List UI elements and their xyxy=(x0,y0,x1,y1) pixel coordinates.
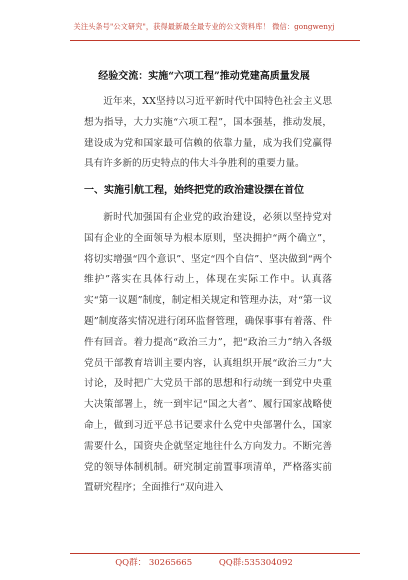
document-body xyxy=(84,92,332,499)
section-1-paragraph: 新时代加强国有企业党的政治建设，必须以坚持党对国有企业的全面领导为根本原则，坚决拥护“两个确立”，将切实增强“四个意识”、坚定“四个自信”、坚决做到“两个维护”落实在具体行动上，体现在实际工作中。认真落实“第一议题”制度，制定相关规定和管理办法，对“第一议题”制度落实情况进行闭环监督管理，确保事事有着落、件件有回音。着力提高“政治三力”，把“政治三力”纳入各级党员干部教育培训主要内容，认真组织开展“政治三力”大讨论，及时把广大党员干部的思想和行动统一到党中央重大决策部署上，统一到牢记“国之大者”、履行国家战略使命上，做到习近平总书记要求什么党中央部署什么，国家需要什么，国资央企就坚定地往什么方向发力。不断完善党的领导体制机制。研究制定前置事项清单，严格落实前置研究程序；全面推行“双向进入 xyxy=(84,211,332,494)
header-divider xyxy=(70,40,360,41)
section-heading-1: 一、实施引航工程，始终把党的政治建设摆在首位 xyxy=(84,185,304,197)
footer-divider xyxy=(70,553,360,554)
header-banner: 关注头条号"公文研究"，获得最新最全最专业的公文资料库！ 微信：gongwenyj xyxy=(73,22,335,31)
footer xyxy=(0,556,408,568)
intro-paragraph: 近年来，XX坚持以习近平新时代中国特色社会主义思想为指导，大力实施“六项工程”，国本强基，推动发展，建设成为党和国家最可信赖的依靠力量，成为我们党赢得具有许多新的历史特点的伟大斗争胜利的重要力量。 xyxy=(84,96,332,170)
footer-qq-group-1: QQ群： 30265665 xyxy=(115,558,193,568)
document-title: 经验交流：实施“六项工程”推动党建高质量发展 xyxy=(98,71,310,82)
footer-qq-group-2: QQ群:535304092 xyxy=(218,558,293,568)
